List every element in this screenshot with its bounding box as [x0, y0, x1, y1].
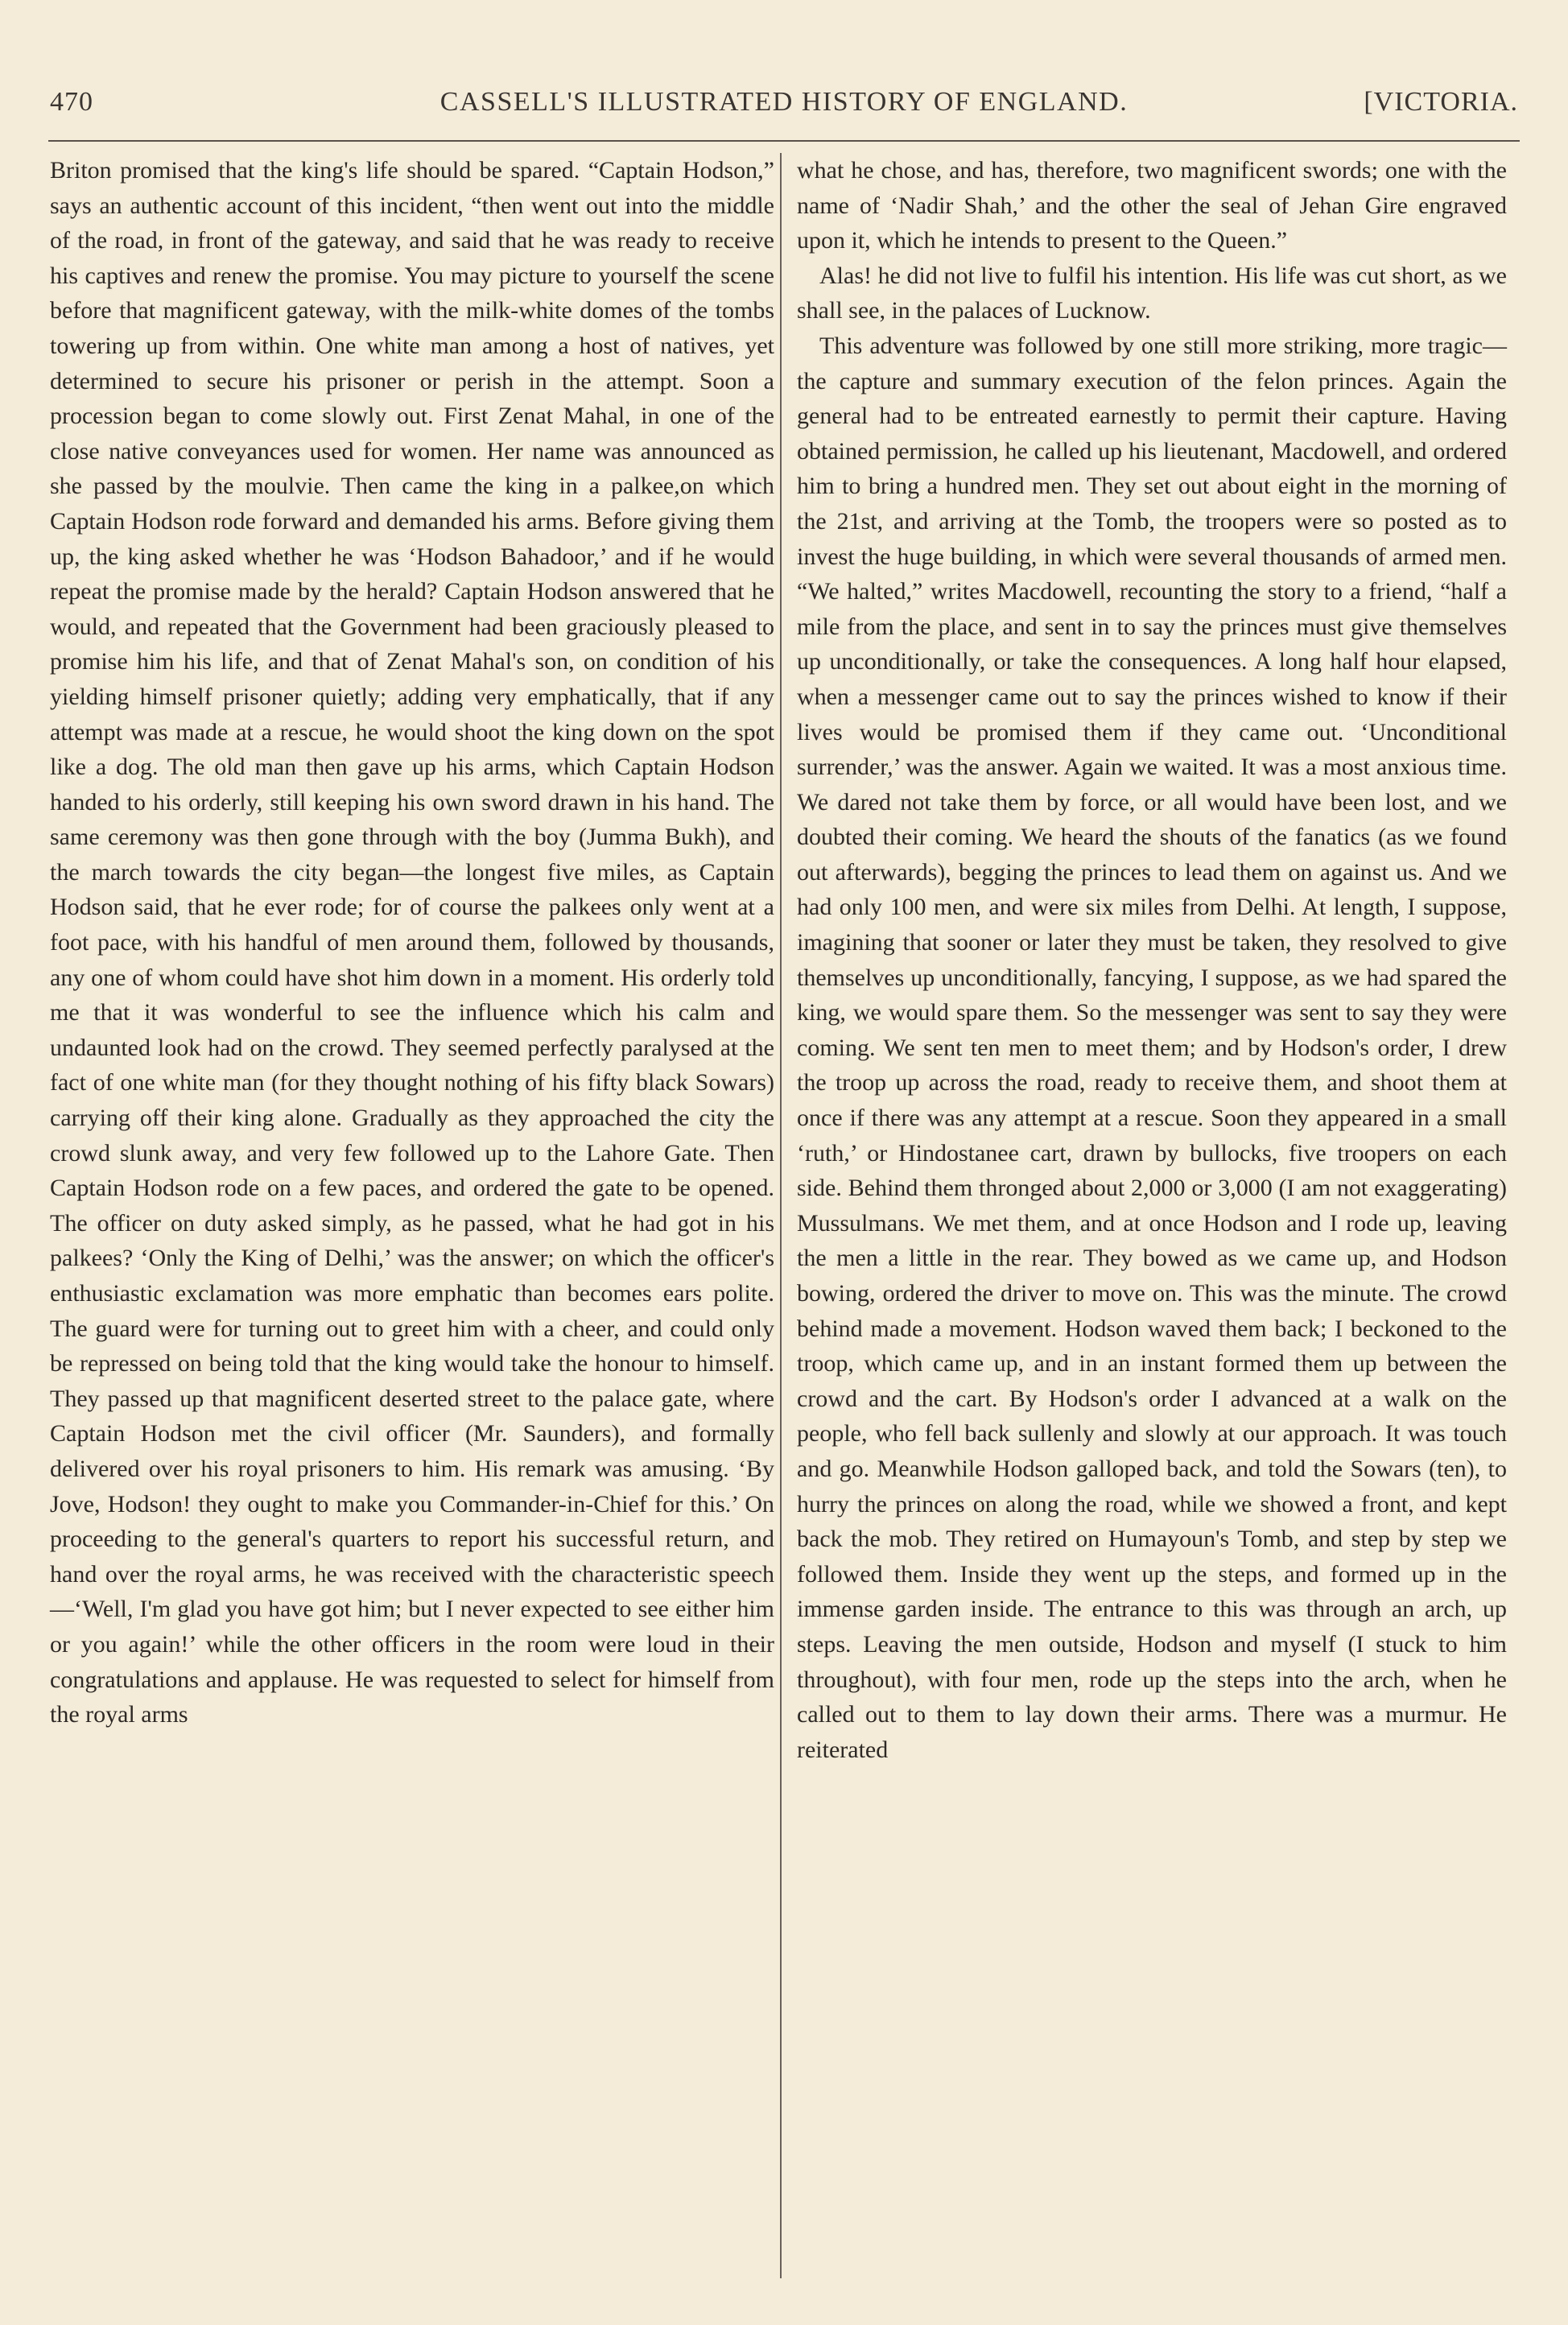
paragraph: This adventure was followed by one still more striking, more tragic—the capture and summary execution of the felon princes. Again the general had to be entreated earnestly to permit their capture. Having obtained permission, he called up his lieutenant, Macdowell, and ordered him to bring a hundred men. They set out about eight in the morning of the 21st, and arriving at the Tomb, the troopers were so posted as to invest the huge building, in which were several thousands of armed men. “We halted,” writes Macdowell, recounting the story to a friend, “half a mile from the place, and sent in to say the princes must give themselves up unconditionally, or take the consequences. A long half hour elapsed, when a messenger came out to say the princes wished to know if their lives would be promised them if they came out. ‘Unconditional surrender,’ was the answer. Again we waited. It was a most anxious time. We dared not take them by force, or all would have been lost, and we doubted their coming. We heard the shouts of the fanatics (as we found out afterwards), begging the princes to lead them on against us. And we had only 100 men, and were six miles from Delhi. At length, I suppose, imagining that sooner or later they must be taken, they resolved to give themselves up unconditionally, fancying, I suppose, as we had spared the king, we would spare them. So the messenger was sent to say they were coming. We sent ten men to meet them; and by Hodson's order, I drew the troop up across the road, ready to receive them, and shoot them at once if there was any attempt at a rescue. Soon they appeared in a small ‘ruth,’ or Hindostanee cart, drawn by bullocks, five troopers on each side. Behind them thronged about 2,000 or 3,000 (I am not exaggerating) Mussulmans. We met them, and at once Hodson and I rode up, leaving the men a little in the rear. They bowed as we came up, and Hodson bowing, ordered the driver to move on. This was the minute. The crowd behind made a movement. Hodson waved them back; I beckoned to the troop, which came up, and in an instant formed them up between the crowd and the cart. By Hodson's order I advanced at a walk on the people, who fell back sullenly and slowly at our approach. It was touch and go. Meanwhile Hodson galloped back, and told the Sowars (ten), to hurry the princes on along the road, while we showed a front, and kept back the mob. They retired on Humayoun's Tomb, and step by step we followed them. Inside they went up the steps, and formed up in the immense garden inside. The entrance to this was through an arch, up steps. Leaving the men outside, Hodson and myself (I stuck to him throughout), with four men, rode up the steps into the arch, when he called out to them to lay down their arms. There was a murmur. He reiterated [797, 332, 1507, 1763]
running-title: CASSELL'S ILLUSTRATED HISTORY OF ENGLAND. [439, 87, 1129, 117]
paragraph: Alas! he did not live to fulfil his intention. His life was cut short, as we shall see, in the palaces of Lucknow. [797, 262, 1507, 324]
right-column [797, 153, 1507, 1767]
header-rule [48, 140, 1520, 142]
paragraph: what he chose, and has, therefore, two magnificent swords; one with the name of ‘Nadir Shah,’ and the other the seal of Jehan Gire engraved upon it, which he intends to present to the Queen.” [797, 157, 1507, 254]
page-number: 470 [50, 87, 93, 117]
running-header [50, 87, 1518, 127]
left-column [50, 153, 774, 1732]
section-label: [VICTORIA. [1364, 87, 1518, 117]
column-divider [780, 153, 782, 2278]
paragraph: Briton promised that the king's life should be spared. “Captain Hodson,” says an authentic account of this incident, “then went out into the middle of the road, in front of the gateway, and said that he was ready to receive his captives and renew the promise. You may picture to yourself the scene before that magnificent gateway, with the milk-white domes of the tombs towering up from within. One white man among a host of natives, yet determined to secure his prisoner or perish in the attempt. Soon a procession began to come slowly out. First Zenat Mahal, in one of the close native conveyances used for women. Her name was announced as she passed by the moulvie. Then came the king in a palkee,on which Captain Hodson rode forward and demanded his arms. Before giving them up, the king asked whether he was ‘Hodson Bahadoor,’ and if he would repeat the promise made by the herald? Captain Hodson answered that he would, and repeated that the Government had been graciously pleased to promise him his life, and that of Zenat Mahal's son, on condition of his yielding himself prisoner quietly; adding very emphatically, that if any attempt was made at a rescue, he would shoot the king down on the spot like a dog. The old man then gave up his arms, which Captain Hodson handed to his orderly, still keeping his own sword drawn in his hand. The same ceremony was then gone through with the boy (Jumma Bukh), and the march towards the city began—the longest five miles, as Captain Hodson said, that he ever rode; for of course the palkees only went at a foot pace, with his handful of men around them, followed by thousands, any one of whom could have shot him down in a moment. His orderly told me that it was wonderful to see the influence which his calm and undaunted look had on the crowd. They seemed perfectly paralysed at the fact of one white man (for they thought nothing of his fifty black Sowars) carrying off their king alone. Gradually as they approached the city the crowd slunk away, and very few followed up to the Lahore Gate. Then Captain Hodson rode on a few paces, and ordered the gate to be opened. The officer on duty asked simply, as he passed, what he had got in his palkees? ‘Only the King of Delhi,’ was the answer; on which the officer's enthusiastic exclamation was more emphatic than becomes ears polite. The guard were for turning out to greet him with a cheer, and could only be repressed on being told that the king would take the honour to himself. They passed up that magnificent deserted street to the palace gate, where Captain Hodson met the civil officer (Mr. Saunders), and formally delivered over his royal prisoners to him. His remark was amusing. ‘By Jove, Hodson! they ought to make you Commander-in-Chief for this.’ On proceeding to the general's quarters to report his successful return, and hand over the royal arms, he was received with the characteristic speech—‘Well, I'm glad you have got him; but I never expected to see either him or you again!’ while the other officers in the room were loud in their congratulations and applause. He was requested to select for himself from the royal arms [50, 157, 774, 1728]
